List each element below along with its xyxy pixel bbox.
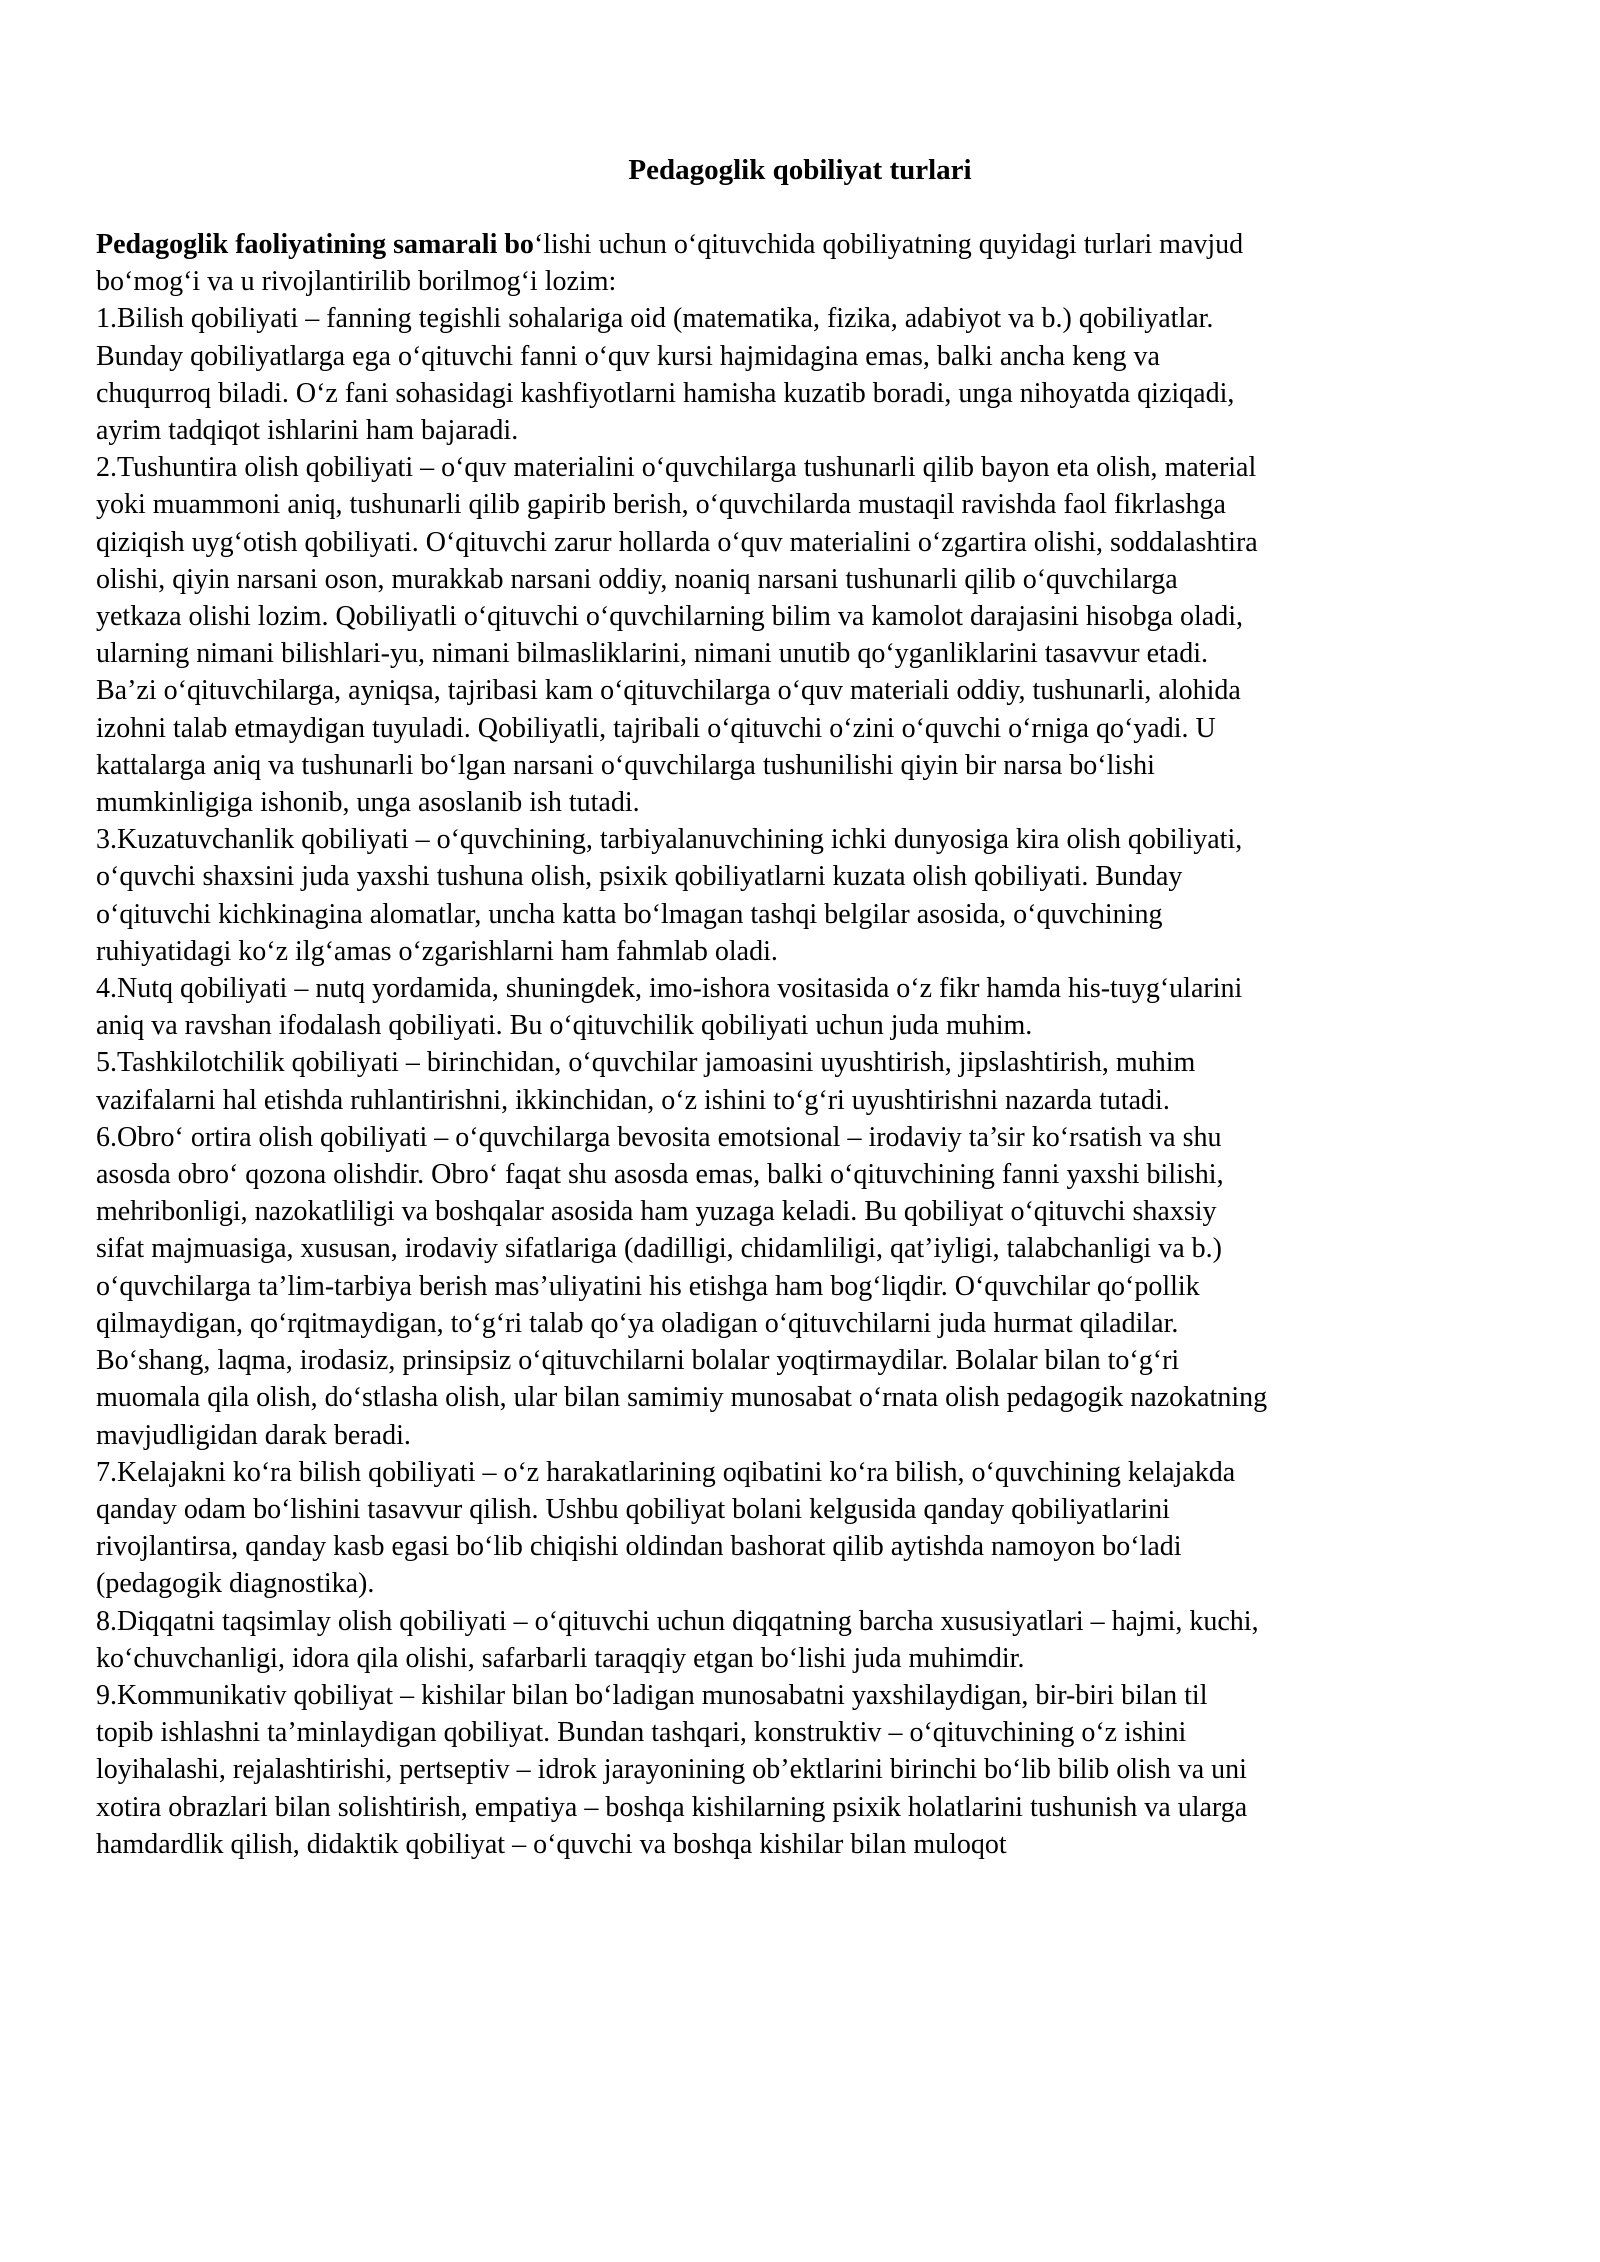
intro-line: [96, 226, 1506, 263]
paragraph-line: mehribonligi, nazokatliligi va boshqalar asosida ham yuzaga keladi. Bu qobiliyat o‘qituvchi shaxsiy: [96, 1196, 1217, 1228]
paragraph-line: ayrim tadqiqot ishlarini ham bajaradi.: [96, 415, 519, 447]
paragraph-line: sifat majmuasiga, xususan, irodaviy sifatlariga (dadilligi, chidamliligi, qat’iyligi, talabchanligi va b.): [96, 1233, 1222, 1265]
paragraph-line: 9.Kommunikativ qobiliyat – kishilar bilan bo‘ladigan munosabatni yaxshilaydigan, bir-biri bilan til: [96, 1679, 1208, 1711]
paragraph-line: 4.Nutq qobiliyati – nutq yordamida, shuningdek, imo-ishora vositasida o‘z fikr hamda his-tuyg‘ularini: [96, 973, 1243, 1005]
paragraph-line: vazifalarni hal etishda ruhlantirishni, ikkinchidan, o‘z ishini to‘g‘ri uyushtirishni nazarda tutadi.: [96, 1084, 1170, 1116]
paragraph-line: hamdardlik qilish, didaktik qobiliyat – o‘quvchi va boshqa kishilar bilan muloqot: [96, 1828, 1007, 1860]
document-body: [96, 226, 1506, 1863]
paragraph-line: Bunday qobiliyatlarga ega o‘qituvchi fanni o‘quv kursi hajmidagina emas, balki ancha keng va: [96, 340, 1160, 372]
paragraph-line: mumkinligiga ishonib, unga asoslanib ish tutadi.: [96, 787, 640, 819]
intro-bold-text: Pedagoglik faoliyatining samarali bo: [96, 229, 534, 260]
paragraph-line: asosda obro‘ qozona olishdir. Obro‘ faqat shu asosda emas, balki o‘qituvchining fanni yaxshi bilishi,: [96, 1159, 1224, 1191]
paragraph-line: rivojlantirsa, qanday kasb egasi bo‘lib chiqishi oldindan bashorat qilib aytishda namoyon bo‘ladi: [96, 1531, 1182, 1563]
paragraph-line: 6.Obro‘ ortira olish qobiliyati – o‘quvchilarga bevosita emotsional – irodaviy ta’sir ko‘rsatish va shu: [96, 1121, 1222, 1153]
document-title: Pedagoglik qobiliyat turlari: [628, 154, 972, 186]
paragraph-line: muomala qila olish, do‘stlasha olish, ular bilan samimiy munosabat o‘rnata olish pedagogik nazokatning: [96, 1382, 1268, 1414]
intro-rest-text: ‘lishi uchun o‘qituvchida qobiliyatning quyidagi turlari mavjud: [533, 229, 1244, 260]
paragraph-line: bo‘mog‘i va u rivojlantirilib borilmog‘i lozim:: [96, 266, 617, 298]
paragraph-line: 3.Kuzatuvchanlik qobiliyati – o‘quvchining, tarbiyalanuvchining ichki dunyosiga kira olish qobiliyati,: [96, 824, 1243, 856]
paragraph-line: qilmaydigan, qo‘rqitmaydigan, to‘g‘ri talab qo‘ya oladigan o‘qituvchilarni juda hurmat qiladilar.: [96, 1307, 1179, 1339]
paragraph-line: o‘quvchi shaxsini juda yaxshi tushuna olish, psixik qobiliyatlarni kuzata olish qobiliyati. Bunday: [96, 861, 1183, 893]
paragraph-line: olishi, qiyin narsani oson, murakkab narsani oddiy, noaniq narsani tushunarli qilib o‘quvchilarga: [96, 563, 1178, 595]
paragraph-line: ruhiyatidagi ko‘z ilg‘amas o‘zgarishlarni ham fahmlab oladi.: [96, 935, 778, 967]
paragraph-line: aniq va ravshan ifodalash qobiliyati. Bu o‘qituvchilik qobiliyati uchun juda muhim.: [96, 1010, 1033, 1042]
paragraph-line: yoki muammoni aniq, tushunarli qilib gapirib berish, o‘quvchilarda mustaqil ravishda faol fikrlashga: [96, 489, 1226, 521]
paragraph-line: loyihalashi, rejalashtirishi, pertseptiv – idrok jarayonining ob’ektlarini birinchi bo‘lib bilib olish va uni: [96, 1754, 1247, 1786]
paragraph-line: 7.Kelajakni ko‘ra bilish qobiliyati – o‘z harakatlarining oqibatini ko‘ra bilish, o‘quvchining kelajakda: [96, 1456, 1236, 1488]
paragraph-line: ko‘chuvchanligi, idora qila olishi, safarbarli taraqqiy etgan bo‘lishi juda muhimdir.: [96, 1642, 1025, 1674]
paragraph-line: 8.Diqqatni taqsimlay olish qobiliyati – o‘qituvchi uchun diqqatning barcha xususiyatlari – hajmi, kuchi,: [96, 1605, 1259, 1637]
paragraph-line: qanday odam bo‘lishini tasavvur qilish. Ushbu qobiliyat bolani kelgusida qanday qobiliyatlarini: [96, 1493, 1170, 1525]
paragraph-line: mavjudligidan darak beradi.: [96, 1419, 411, 1451]
paragraph-line: Ba’zi o‘qituvchilarga, ayniqsa, tajribasi kam o‘qituvchilarga o‘quv materiali oddiy, tushunarli, alohida: [96, 675, 1241, 707]
paragraph-line: qiziqish uyg‘otish qobiliyati. O‘qituvchi zarur hollarda o‘quv materialini o‘zgartira olishi, soddalashtira: [96, 526, 1258, 558]
paragraph-line: (pedagogik diagnostika).: [96, 1568, 375, 1600]
paragraph-line: kattalarga aniq va tushunarli bo‘lgan narsani o‘quvchilarga tushunilishi qiyin bir narsa bo‘lishi: [96, 749, 1155, 781]
paragraph-line: 2.Tushuntira olish qobiliyati – o‘quv materialini o‘quvchilarga tushunarli qilib bayon eta olish, material: [96, 452, 1257, 484]
paragraph-line: o‘qituvchi kichkinagina alomatlar, uncha katta bo‘lmagan tashqi belgilar asosida, o‘quvchining: [96, 898, 1163, 930]
paragraph-line: ularning nimani bilishlari-yu, nimani bilmasliklarini, nimani unutib qo‘yganliklarini tasavvur etadi.: [96, 638, 1209, 670]
paragraph-line: xotira obrazlari bilan solishtirish, empatiya – boshqa kishilarning psixik holatlarini tushunish va ularga: [96, 1791, 1248, 1823]
paragraph-line: topib ishlashni ta’minlaydigan qobiliyat. Bundan tashqari, konstruktiv – o‘qituvchining o‘z ishini: [96, 1717, 1187, 1749]
paragraph-line: 5.Tashkilotchilik qobiliyati – birinchidan, o‘quvchilar jamoasini uyushtirish, jipslashtirish, muhim: [96, 1047, 1196, 1079]
paragraph-line: izohni talab etmaydigan tuyuladi. Qobiliyatli, tajribali o‘qituvchi o‘zini o‘quvchi o‘rniga qo‘yadi. U: [96, 712, 1216, 744]
paragraph-line: 1.Bilish qobiliyati – fanning tegishli sohalariga oid (matematika, fizika, adabiyot va b.) qobiliyatlar.: [96, 303, 1214, 335]
paragraph-line: o‘quvchilarga ta’lim-tarbiya berish mas’uliyatini his etishga ham bog‘liqdir. O‘quvchilar qo‘pollik: [96, 1270, 1200, 1302]
paragraph-line: yetkaza olishi lozim. Qobiliyatli o‘qituvchi o‘quvchilarning bilim va kamolot darajasini hisobga oladi,: [96, 601, 1243, 633]
paragraph-line: Bo‘shang, laqma, irodasiz, prinsipsiz o‘qituvchilarni bolalar yoqtirmaydilar. Bolalar bilan to‘g‘ri: [96, 1345, 1180, 1377]
paragraph-line: chuqurroq biladi. O‘z fani sohasidagi kashfiyotlarni hamisha kuzatib boradi, unga nihoyatda qiziqadi,: [96, 377, 1235, 409]
